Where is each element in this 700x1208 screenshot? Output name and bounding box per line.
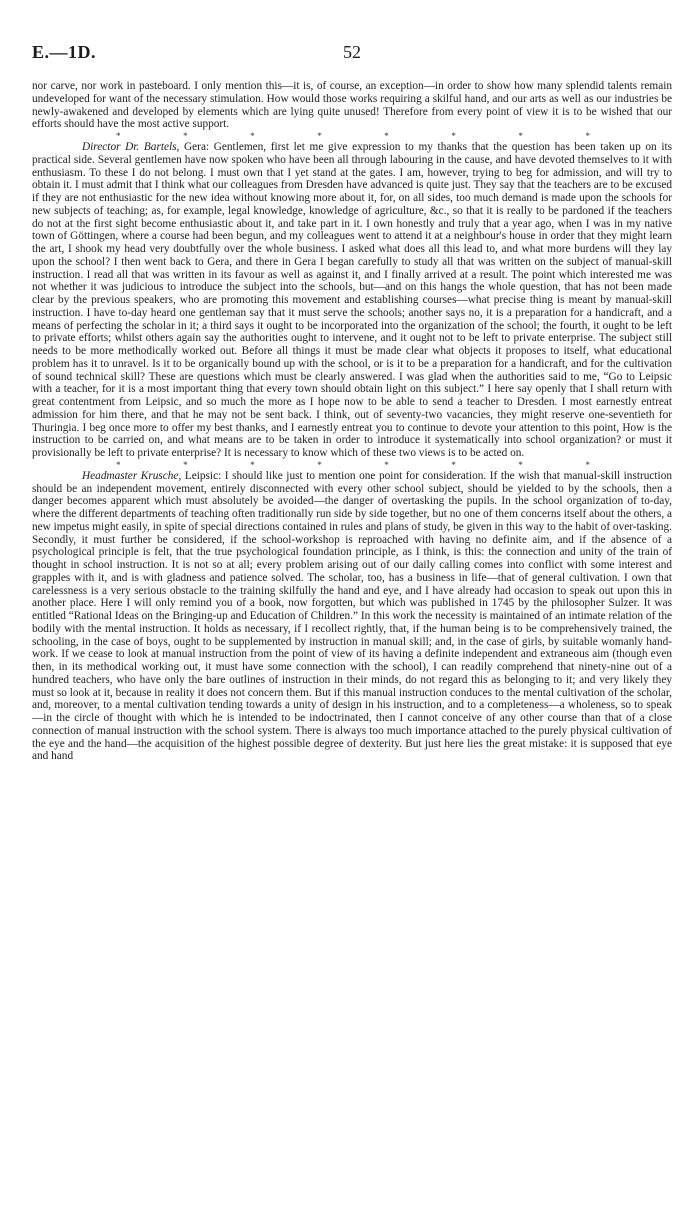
separator-star: * [116, 131, 121, 141]
separator-star: * [518, 459, 523, 470]
separator-star: * [317, 131, 322, 141]
separator-star: * [384, 131, 389, 141]
paragraph-krusche [32, 470, 672, 763]
speech-text: Gera: Gentlemen, first let me give expression to my thanks that the question has been taken up on its practical side. Several gentlemen have now spoken who have been all through labouring in the cause, and have devoted themselves to it with enthusiasm. To these I do not belong. I must own that I yet stand at the gates. I am, however, trying to beg for admission, and will try to obtain it. I must admit that I think what our colleagues from Dresden have advanced is quite just. They say that the teachers are to be excused if they are not enthusiastic for the new idea without knowing more about it, for, on all sides, too much demand is made upon the schools for new subjects of teaching; as, for example, legal knowledge, knowledge of agriculture, &c., so that it is really to be pardoned if the teachers do not at the first sight become enthusiastic about it, and take part in it. I own honestly and truly that a year ago, when I was in my native town of Göttingen, where a course had been begun, and my colleagues went to attend it at a neighbour's house in order that they might learn the art, I shook my head very doubtfully over the whole business. I asked what does all this lead to, and what more burdens will they lay upon the school? I then went back to Gera, and there in Gera I began carefully to study all that was written on the subject of manual-skill instruction. I read all that was written in its favour as well as against it, and I finally arrived at a result. The point which interested me was not whether it was judicious to introduce the subject into the schools, but—and on this hangs the whole question, that has not been made clear by the previous speakers, who are promoting this movement and establishing courses—what precise thing is meant by manual-skill instruction. I have to-day heard one gentleman say that it must serve the schools; another says no, it is a preparation for a handicraft, and a means of perfecting the scholar in it; a third says it ought to be incorporated into the organization of the school; the fourth, it ought to be left to private efforts; whilst others again say the authorities ought to intervene, and it ought not to be left to private enterprise. The subject still needs to be more methodically worked out. Before all things it must be made clear what objects it proposes to itself, what educational problem has it to unravel. Is it to be organically bound up with the school, or is it to be a preparation for a handicraft, and for the cultivation of sound technical skill? These are questions which must be clearly answered. I was glad when the authorities said to me, “Go to Leipsic with a teacher, for it is a most important thing that every town should obtain light on this subject.” I here say openly that I shall return with great contentment from Leipsic, and so much the more as I hope now to be able to send a teacher to Dresden. I most earnestly entreat admission for him there, and that he may not be sent back. I think, out of seventy-two vacancies, they might reserve one-seventieth for Thuringia. I beg once more to offer my best thanks, and I earnestly entreat you to continue to devote your attention to this point, How is the instruction to be carried on, and what means are to be taken in order to introduce it systematically into school organization? or must it provisionally be left to private enterprise? It is necessary to know which of these two views is to be acted on. [32, 141, 672, 459]
body-text [32, 80, 672, 763]
speaker-name: Director Dr. Bartels, [82, 141, 180, 153]
section-separator [116, 460, 590, 470]
paragraph-intro: nor carve, nor work in pasteboard. I only mention this—it is, of course, an exception—in order to show how many splendid talents remain undeveloped for want of the necessary stimulation. How would those works requiring a skilful hand, and our arts as well as our industries be newly-awakened and developed by elements which are lying quite unused! Therefore from every point of view it is to be wished that our efforts should have the most active support. [32, 80, 672, 131]
separator-star: * [183, 131, 188, 141]
separator-star: * [183, 459, 188, 470]
separator-star: * [585, 131, 590, 141]
separator-star: * [451, 131, 456, 141]
speaker-name: Headmaster Krusche, [82, 469, 182, 482]
document-reference: E.—1D. [32, 42, 97, 62]
separator-star: * [116, 459, 121, 470]
section-separator [116, 131, 590, 141]
separator-star: * [250, 459, 255, 470]
separator-star: * [451, 459, 456, 470]
page-number: 52 [343, 42, 361, 62]
separator-star: * [585, 459, 590, 470]
separator-star: * [384, 459, 389, 470]
separator-star: * [317, 459, 322, 470]
separator-star: * [250, 131, 255, 141]
separator-star: * [518, 131, 523, 141]
paragraph-bartels [32, 141, 672, 460]
speech-text: Leipsic: I should like just to mention one point for consideration. If the wish that manual-skill instruction should be an independent movement, entirely disconnected with every other school subject, should be yielded to by the schools, then a danger becomes apparent which must absolutely be avoided—the danger of overtasking the pupils. In the school organization of to-day, where the different departments of teaching often traditionally run side by side together, but no one of them concerns itself about the others, a new impetus might easily, in spite of special directions contained in rules and plans of study, be given in this way to the habit of over-tasking. Secondly, it must further be considered, if the school-workshop is reproached with having no definite aim, and if the absence of a psychological principle is felt, that the true psychological foundation principle, as I think, is this: the connection and unity of the train of thought in school instruction. It is not so at all; every problem arising out of our daily calling comes into conflict with some interest and grapples with it, and is with gladness and patience solved. The scholar, too, has a business in life—that of general cultivation. I own that carelessness is a very serious obstacle to the training skilfully the hand and eye, and I have already had occasion to speak out upon this in another place. Here I will only remind you of a book, now forgotten, but which was published in 1745 by the philosopher Sulzer. It was entitled “Rational Ideas on the Bringing-up and Education of Children.” In this work the necessity is maintained of an intimate relation of the bodily with the mental instruction. It holds as necessary, if I recollect rightly, that, if the human being is to be comprehensively trained, the schooling, in the case of boys, ought to be supplemented by instruction in manual skill; and, in the case of girls, by suitable womanly hand-work. If we cease to look at manual instruction from the point of view of its having a definite independent and extraneous aim (though even then, in its methodical working out, it must have some connection with the school), I can readily comprehend that ninety-nine out of a hundred teachers, who have only the bare outlines of instruction in their minds, do not regard this as belonging to it; and very likely they must so look at it, because in reality it does not concern them. But if this manual instruction conduces to the mental cultivation of the scholar, and, moreover, to a mental cultivation tending towards a unity of design in his instruction, and to a completeness—a wholeness, so to speak—in the circle of thought with which he is intended to be indoctrinated, then I cannot conceive of any other course than that of a close connection of manual instruction with the school system. There is always too much importance attached to the purely physical cultivation of the eye and the hand—the acquisition of the highest possible degree of dexterity. But just here lies the great mistake: it is supposed that eye and hand [32, 469, 672, 763]
page-header [32, 42, 672, 70]
